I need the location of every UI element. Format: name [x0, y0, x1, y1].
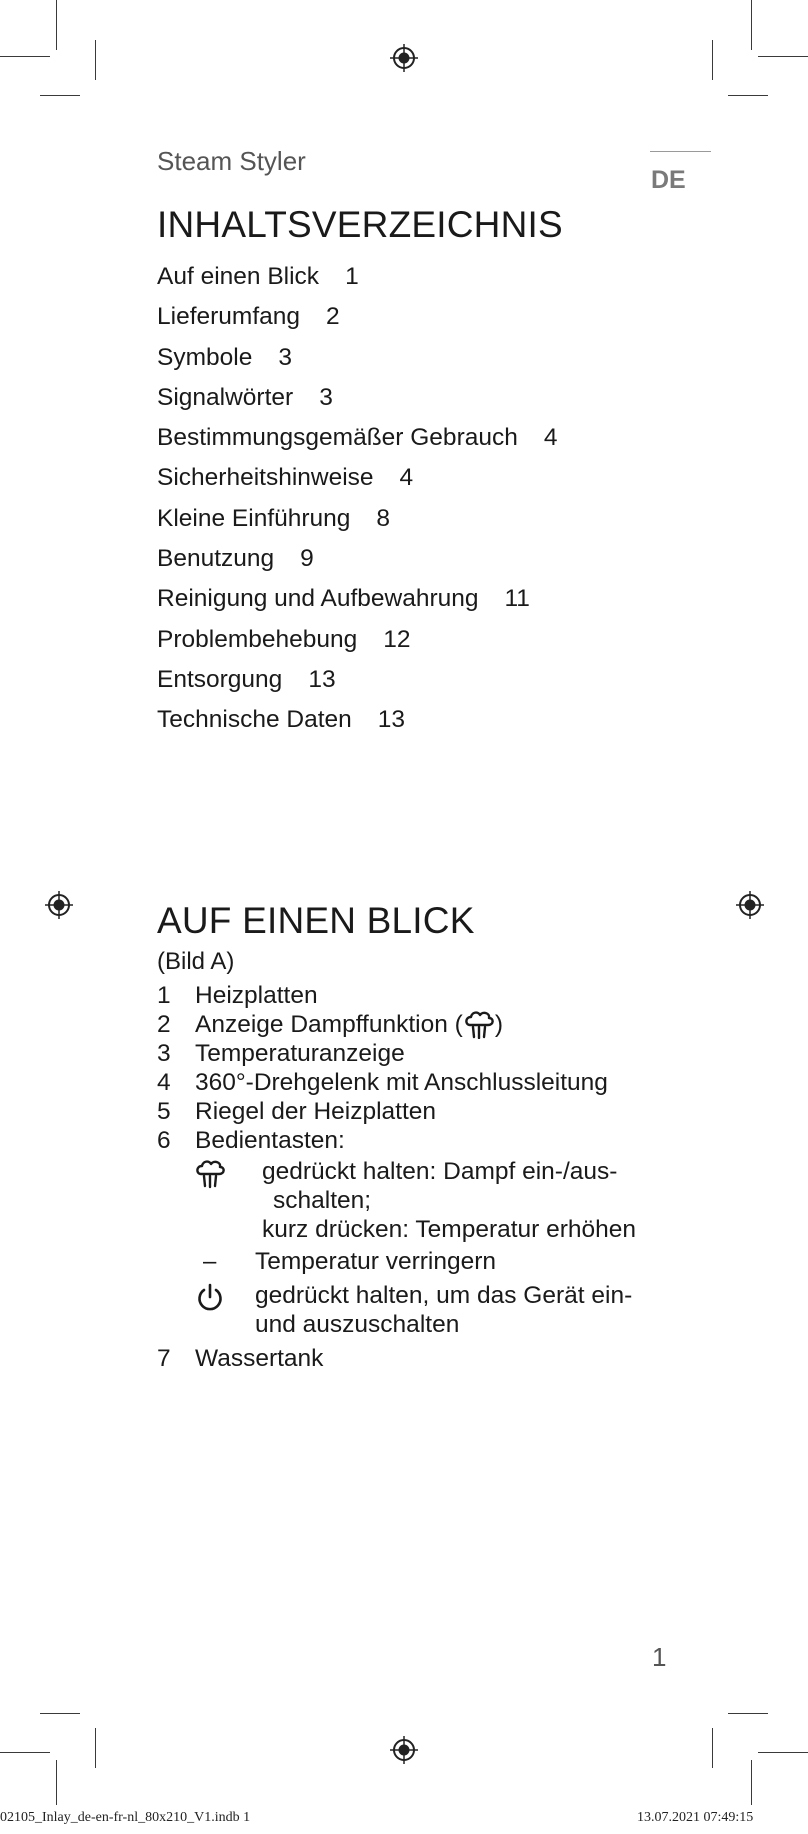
- control-text: schalten;: [273, 1187, 372, 1214]
- crop-mark: [712, 1728, 713, 1768]
- crop-mark: [56, 0, 57, 50]
- crop-mark: [751, 1760, 752, 1805]
- toc-entry-page: 2: [326, 303, 340, 331]
- crop-mark: [0, 56, 50, 57]
- list-item: [157, 1097, 717, 1126]
- language-divider: [650, 151, 711, 152]
- toc-entry: [157, 544, 558, 584]
- registration-mark-icon: [389, 43, 419, 73]
- item-text: 360°-Drehgelenk mit Anschlussleitung: [195, 1069, 608, 1096]
- list-item: [157, 981, 717, 1010]
- page-number: 1: [652, 1642, 667, 1672]
- control-power: [195, 1281, 717, 1339]
- toc-entry: [157, 504, 558, 544]
- toc-entry-label: Signalwörter: [157, 383, 294, 411]
- toc-entry-label: Bestimmungsgemäßer Gebrauch: [157, 424, 518, 452]
- toc-entry-page: 4: [543, 424, 558, 452]
- toc-entry: [157, 302, 558, 342]
- item-text: Temperaturanzeige: [195, 1040, 405, 1067]
- toc-entry-page: 3: [278, 343, 292, 371]
- item-text-end: ): [494, 1011, 504, 1038]
- toc-entry: [157, 343, 558, 383]
- control-minus: [195, 1247, 717, 1276]
- control-text: kurz drücken: Temperatur erhöhen: [262, 1216, 637, 1243]
- crop-mark: [728, 95, 768, 96]
- control-text: gedrückt halten: Dampf ein-/aus-: [262, 1158, 618, 1185]
- crop-mark: [751, 0, 752, 50]
- toc-entry-label: Symbole: [157, 343, 253, 371]
- crop-mark: [728, 1713, 768, 1714]
- toc-title: INHALTSVERZEICHNIS: [157, 204, 563, 245]
- item-number: 4: [157, 1069, 171, 1096]
- power-icon: [195, 1283, 225, 1313]
- parts-list: [157, 981, 717, 1373]
- list-item: [157, 1010, 717, 1039]
- toc-entry-label: Lieferumfang: [157, 303, 301, 331]
- item-number: 2: [157, 1011, 171, 1038]
- list-item: [157, 1039, 717, 1068]
- toc-entry-label: Auf einen Blick: [157, 263, 320, 290]
- control-text: Temperatur verringern: [255, 1248, 497, 1275]
- product-name: Steam Styler: [157, 146, 306, 176]
- item-number: 5: [157, 1098, 171, 1125]
- toc-entry-page: 13: [308, 665, 336, 693]
- toc-entry-label: Kleine Einführung: [157, 504, 351, 532]
- registration-mark-icon: [389, 1735, 419, 1765]
- control-text: gedrückt halten, um das Gerät ein-: [255, 1282, 633, 1309]
- item-text: Riegel der Heizplatten: [195, 1098, 437, 1125]
- toc-entry-page: 3: [319, 383, 333, 411]
- toc-entry: [157, 705, 558, 745]
- toc-entry: [157, 625, 558, 665]
- toc-entry: [157, 584, 558, 624]
- toc-entry-page: 13: [377, 706, 406, 734]
- item-text: Bedientasten:: [195, 1127, 345, 1154]
- toc-entry-label: Benutzung: [157, 545, 275, 573]
- toc-list: [157, 262, 558, 746]
- list-item: [157, 1344, 717, 1373]
- timestamp-slug: 13.07.2021 07:49:15: [637, 1810, 754, 1825]
- toc-entry-label: Sicherheitshinweise: [157, 464, 374, 492]
- item-text: Heizplatten: [195, 982, 318, 1009]
- crop-mark: [712, 40, 713, 80]
- crop-mark: [758, 1752, 808, 1753]
- language-tag: DE: [651, 166, 686, 194]
- crop-mark: [0, 1752, 50, 1753]
- crop-mark: [56, 1760, 57, 1805]
- toc-entry-page: 4: [399, 464, 414, 492]
- item-text: Wassertank: [195, 1345, 324, 1372]
- steam-icon: [195, 1159, 225, 1189]
- registration-mark-icon: [735, 890, 765, 920]
- toc-entry-page: 9: [300, 545, 314, 573]
- crop-mark: [40, 1713, 80, 1714]
- toc-entry: [157, 423, 558, 463]
- toc-entry: [157, 262, 558, 302]
- toc-entry-page: 1: [345, 263, 359, 290]
- toc-entry-page: 11: [504, 585, 530, 613]
- item-number: 7: [157, 1345, 171, 1372]
- toc-entry-label: Problembehebung: [157, 625, 358, 653]
- list-item: [157, 1068, 717, 1097]
- item-number: 6: [157, 1127, 171, 1154]
- crop-mark: [95, 40, 96, 80]
- control-steam: [195, 1157, 717, 1244]
- item-number: 1: [157, 982, 171, 1009]
- steam-icon: [464, 1011, 494, 1039]
- file-slug: 02105_Inlay_de-en-fr-nl_80x210_V1.indb 1: [0, 1810, 251, 1825]
- list-item: [157, 1126, 717, 1339]
- crop-mark: [758, 56, 808, 57]
- toc-entry-label: Reinigung und Aufbewahrung: [157, 585, 479, 613]
- toc-entry: [157, 665, 558, 705]
- crop-mark: [95, 1728, 96, 1768]
- item-text: Anzeige Dampffunktion (: [195, 1011, 463, 1038]
- minus-symbol: –: [203, 1248, 217, 1275]
- section-title: AUF EINEN BLICK: [157, 900, 475, 941]
- control-text: und auszuschalten: [255, 1311, 460, 1338]
- toc-entry-label: Technische Daten: [157, 706, 352, 734]
- toc-entry: [157, 463, 558, 503]
- toc-entry-page: 12: [383, 625, 411, 653]
- item-number: 3: [157, 1040, 171, 1067]
- toc-entry-label: Entsorgung: [157, 665, 283, 693]
- crop-mark: [40, 95, 80, 96]
- toc-entry: [157, 383, 558, 423]
- toc-entry-page: 8: [376, 504, 391, 532]
- figure-reference: (Bild A): [157, 948, 235, 975]
- registration-mark-icon: [44, 890, 74, 920]
